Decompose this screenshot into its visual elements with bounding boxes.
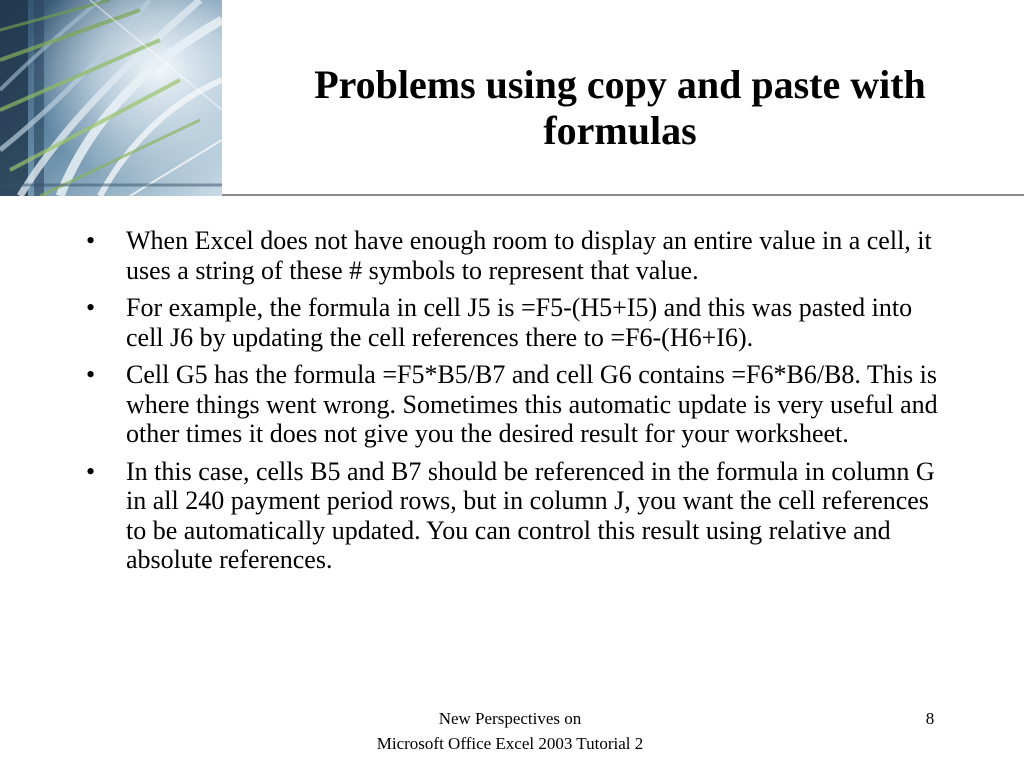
footer-line-2: Microsoft Office Excel 2003 Tutorial 2 [376,734,644,753]
bullet-marker: • [86,456,96,486]
bullet-marker: • [86,293,96,322]
slide-title: Problems using copy and paste with formulas [314,62,926,153]
bullet-marker: • [86,226,96,255]
footer-caption [330,706,690,756]
bullet-item [86,360,946,449]
footer-line-1: New Perspectives on [438,709,582,728]
bullet-item [86,293,946,352]
bullet-text: In this case, cells B5 and B7 should be referenced in the formula in column G in all 240 payment period rows, but in column J, you want the cell references to be automatically updated. You can control this result using relative and absolute references. [126,456,935,574]
bullet-list [86,226,946,583]
bullet-text: When Excel does not have enough room to display an entire value in a cell, it uses a string of these # symbols to represent that value. [126,226,932,285]
bullet-text: Cell G5 has the formula =F5*B5/B7 and cell G6 contains =F6*B6/B8. This is where things went wrong. Sometimes this automatic update is very useful and other times it does not give you the desired result for your worksheet. [126,360,938,448]
page-number: 8 [925,709,935,728]
bullet-item [86,457,946,575]
header-decorative-image [0,0,222,196]
header-divider-line [222,194,1024,196]
architecture-photo-graphic [0,0,222,196]
bullet-item [86,226,946,285]
bullet-marker: • [86,360,96,389]
bullet-text: For example, the formula in cell J5 is =F5-(H5+I5) and this was pasted into cell J6 by updating the cell references there to =F6-(H6+I6). [126,293,913,352]
